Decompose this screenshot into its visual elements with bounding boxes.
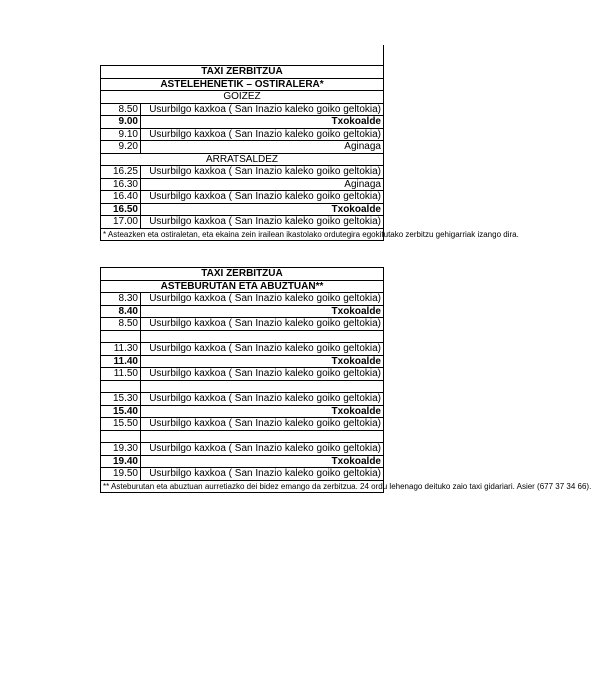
- schedule-row: [101, 393, 384, 406]
- stop-name: Usurbilgo kaxkoa ( San Inazio kaleko goiko geltokia): [141, 191, 384, 204]
- departure-time: 8.30: [101, 293, 141, 306]
- stop-name: Aginaga: [141, 178, 384, 191]
- departure-time: 15.40: [101, 405, 141, 418]
- departure-time: 8.50: [101, 318, 141, 331]
- stop-name: Usurbilgo kaxkoa ( San Inazio kaleko goiko geltokia): [141, 343, 384, 356]
- table-title: TAXI ZERBITZUA: [101, 268, 384, 281]
- schedule-row: [101, 305, 384, 318]
- empty-cell: [101, 430, 141, 443]
- stop-name: Usurbilgo kaxkoa ( San Inazio kaleko goiko geltokia): [141, 103, 384, 116]
- departure-time: 15.50: [101, 418, 141, 431]
- stop-name: Usurbilgo kaxkoa ( San Inazio kaleko goiko geltokia): [141, 293, 384, 306]
- spacer-row: [101, 380, 384, 393]
- table-title-row: [101, 66, 384, 79]
- stop-name: Usurbilgo kaxkoa ( San Inazio kaleko goiko geltokia): [141, 418, 384, 431]
- table-subtitle: ASTEBURUTAN ETA ABUZTUAN**: [101, 280, 384, 293]
- schedule-row: [101, 141, 384, 154]
- departure-time: 16.40: [101, 191, 141, 204]
- departure-time: 17.00: [101, 216, 141, 229]
- empty-cell: [101, 330, 141, 343]
- schedule-row: [101, 368, 384, 381]
- schedule-row: [101, 318, 384, 331]
- stop-name: Usurbilgo kaxkoa ( San Inazio kaleko goiko geltokia): [141, 128, 384, 141]
- departure-time: 15.30: [101, 393, 141, 406]
- stop-name: Usurbilgo kaxkoa ( San Inazio kaleko goiko geltokia): [141, 393, 384, 406]
- departure-time: 8.50: [101, 103, 141, 116]
- departure-time: 16.30: [101, 178, 141, 191]
- stop-name: Usurbilgo kaxkoa ( San Inazio kaleko goiko geltokia): [141, 468, 384, 481]
- stop-name: Usurbilgo kaxkoa ( San Inazio kaleko goiko geltokia): [141, 166, 384, 179]
- departure-time: 9.10: [101, 128, 141, 141]
- schedule-row: [101, 216, 384, 229]
- page-edge-line: [383, 45, 384, 65]
- schedule-row: [101, 468, 384, 481]
- schedule-row: [101, 103, 384, 116]
- note-row: [101, 480, 384, 493]
- departure-time: 11.40: [101, 355, 141, 368]
- note-row: [101, 228, 384, 241]
- schedule-row: [101, 178, 384, 191]
- stop-name: Txokoalde: [141, 203, 384, 216]
- stop-name: Txokoalde: [141, 116, 384, 129]
- schedule-row: [101, 191, 384, 204]
- schedule-row: [101, 166, 384, 179]
- departure-time: 16.50: [101, 203, 141, 216]
- departure-time: 19.40: [101, 455, 141, 468]
- table-title-row: [101, 268, 384, 281]
- weekday-schedule-table: [100, 65, 519, 241]
- table-subtitle-row: [101, 280, 384, 293]
- stop-name: Txokoalde: [141, 405, 384, 418]
- stop-name: Usurbilgo kaxkoa ( San Inazio kaleko goiko geltokia): [141, 443, 384, 456]
- empty-cell: [141, 380, 384, 393]
- stop-name: Txokoalde: [141, 355, 384, 368]
- table-subtitle-row: [101, 78, 384, 91]
- empty-cell: [101, 380, 141, 393]
- departure-time: 19.30: [101, 443, 141, 456]
- schedule-row: [101, 203, 384, 216]
- footnote: * Asteazken eta ostiraletan, eta ekaina zein irailean ikastolako ordutegira egokitutako zerbitzu gehigarriak izango dira.: [101, 228, 384, 241]
- spacer-row: [101, 430, 384, 443]
- empty-cell: [141, 430, 384, 443]
- departure-time: 9.20: [101, 141, 141, 154]
- spacer-row: [101, 330, 384, 343]
- section-label-row: [101, 153, 384, 166]
- schedule-row: [101, 128, 384, 141]
- schedule-row: [101, 455, 384, 468]
- stop-name: Aginaga: [141, 141, 384, 154]
- weekend-schedule-table: [100, 267, 591, 493]
- schedule-row: [101, 355, 384, 368]
- empty-cell: [141, 330, 384, 343]
- departure-time: 11.50: [101, 368, 141, 381]
- stop-name: Usurbilgo kaxkoa ( San Inazio kaleko goiko geltokia): [141, 216, 384, 229]
- departure-time: 8.40: [101, 305, 141, 318]
- section-label-row: [101, 91, 384, 104]
- departure-time: 11.30: [101, 343, 141, 356]
- schedule-row: [101, 343, 384, 356]
- schedule-row: [101, 418, 384, 431]
- schedule-row: [101, 293, 384, 306]
- section-label: ARRATSALDEZ: [101, 153, 384, 166]
- departure-time: 19.50: [101, 468, 141, 481]
- departure-time: 9.00: [101, 116, 141, 129]
- schedule-row: [101, 405, 384, 418]
- stop-name: Usurbilgo kaxkoa ( San Inazio kaleko goiko geltokia): [141, 318, 384, 331]
- section-label: GOIZEZ: [101, 91, 384, 104]
- table-subtitle: ASTELEHENETIK – OSTIRALERA*: [101, 78, 384, 91]
- departure-time: 16.25: [101, 166, 141, 179]
- stop-name: Txokoalde: [141, 305, 384, 318]
- footnote: ** Asteburutan eta abuztuan aurretiazko dei bidez emango da zerbitzua. 24 ordu lehenago deituko zaio taxi gidariari. Asier (677 37 34 66).: [101, 480, 384, 493]
- schedule-row: [101, 116, 384, 129]
- stop-name: Txokoalde: [141, 455, 384, 468]
- table-title: TAXI ZERBITZUA: [101, 66, 384, 79]
- schedule-row: [101, 443, 384, 456]
- stop-name: Usurbilgo kaxkoa ( San Inazio kaleko goiko geltokia): [141, 368, 384, 381]
